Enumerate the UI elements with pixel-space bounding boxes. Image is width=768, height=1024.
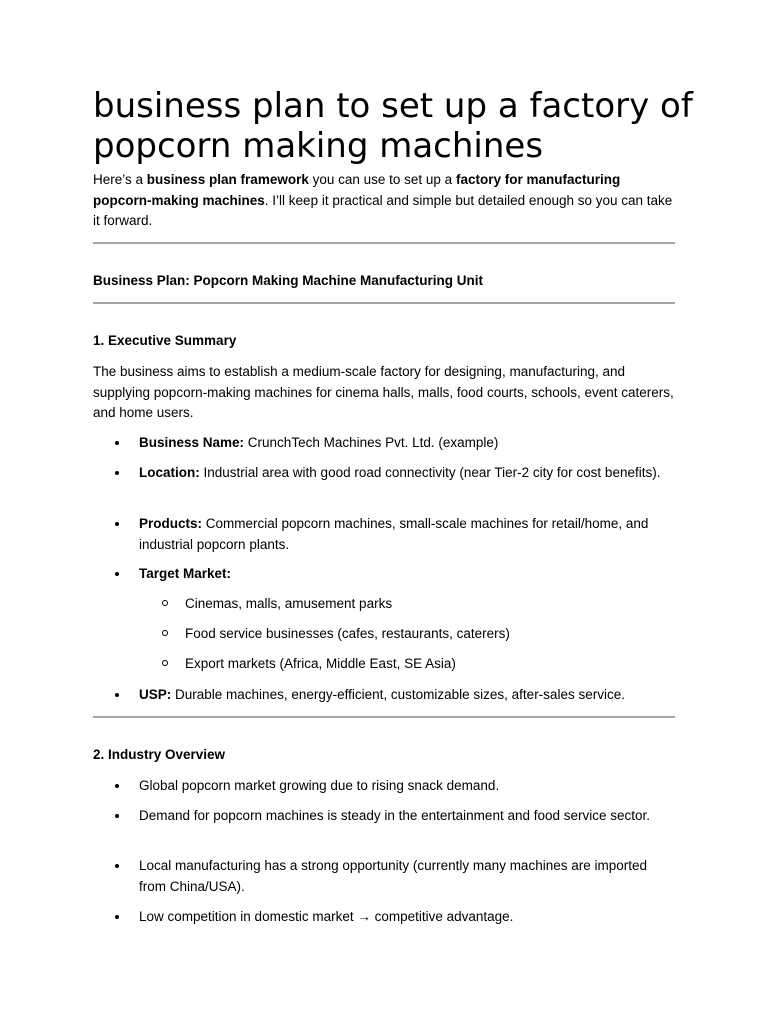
list-item bbox=[139, 806, 675, 827]
list-item bbox=[139, 514, 675, 555]
intro-text-3: . I’ll keep it practical and simple but detailed enough so you can take it forward. bbox=[93, 192, 673, 228]
item-text: Demand for popcorn machines is steady in the entertainment and food service sector. bbox=[139, 808, 651, 823]
sub-list-item bbox=[185, 654, 675, 675]
item-label: Target Market: bbox=[139, 566, 232, 581]
item-label: Location: bbox=[139, 465, 200, 480]
item-text: Global popcorn market growing due to rising snack demand. bbox=[139, 778, 500, 793]
circle-bullet-icon bbox=[162, 630, 168, 636]
list-item bbox=[139, 856, 675, 897]
circle-bullet-icon bbox=[162, 600, 168, 606]
plan-heading: Business Plan: Popcorn Making Machine Manufacturing Unit bbox=[93, 273, 484, 288]
sub-item-text: Export markets (Africa, Middle East, SE Asia) bbox=[185, 656, 456, 671]
item-label: USP: bbox=[139, 687, 172, 702]
circle-bullet-icon bbox=[162, 660, 168, 666]
item-text: Durable machines, energy-efficient, customizable sizes, after-sales service. bbox=[171, 687, 625, 702]
bullet-icon bbox=[115, 471, 119, 475]
bullet-icon bbox=[115, 915, 119, 919]
executive-summary-paragraph: The business aims to establish a medium-scale factory for designing, manufacturing, and supplying popcorn-making machines for cinema halls, malls, food courts, schools, event caterers, and home users. bbox=[93, 364, 674, 420]
item-text: Local manufacturing has a strong opportunity (currently many machines are imported from China/USA). bbox=[139, 858, 648, 894]
executive-summary-heading: 1. Executive Summary bbox=[93, 333, 237, 348]
bullet-icon bbox=[115, 572, 119, 576]
item-label: Business Name: bbox=[139, 435, 245, 450]
item-label: Products: bbox=[139, 516, 203, 531]
item-text: Low competition in domestic market → competitive advantage. bbox=[139, 909, 514, 924]
intro-text-1: Here’s a bbox=[93, 172, 147, 187]
divider bbox=[93, 242, 675, 244]
bullet-icon bbox=[115, 864, 119, 868]
sub-item-text: Food service businesses (cafes, restaurants, caterers) bbox=[185, 626, 510, 641]
sub-list-item bbox=[185, 624, 675, 645]
sub-item-text: Cinemas, malls, amusement parks bbox=[185, 596, 393, 611]
intro-bold-2: factory for manufacturing popcorn-making machines bbox=[93, 172, 621, 208]
bullet-icon bbox=[115, 693, 119, 697]
document-title: business plan to set up a factory of popcorn making machines bbox=[93, 86, 693, 166]
list-item bbox=[139, 685, 675, 706]
list-item bbox=[139, 463, 675, 484]
list-item bbox=[139, 776, 675, 797]
bullet-icon bbox=[115, 814, 119, 818]
sub-list-item bbox=[185, 594, 675, 615]
item-text: CrunchTech Machines Pvt. Ltd. (example) bbox=[244, 435, 499, 450]
item-text: Commercial popcorn machines, small-scale machines for retail/home, and industrial popcorn plants. bbox=[139, 516, 649, 552]
bullet-icon bbox=[115, 784, 119, 788]
item-text: Industrial area with good road connectivity (near Tier-2 city for cost benefits). bbox=[199, 465, 661, 480]
bullet-icon bbox=[115, 441, 119, 445]
list-item bbox=[139, 564, 675, 585]
intro-bold-1: business plan framework bbox=[146, 172, 309, 187]
list-item bbox=[139, 433, 675, 454]
list-item bbox=[139, 907, 675, 928]
bullet-icon bbox=[115, 522, 119, 526]
divider bbox=[93, 716, 675, 718]
industry-overview-heading: 2. Industry Overview bbox=[93, 747, 226, 762]
divider bbox=[93, 302, 675, 304]
intro-text-2: you can use to set up a bbox=[308, 172, 456, 187]
intro-paragraph bbox=[93, 170, 675, 232]
